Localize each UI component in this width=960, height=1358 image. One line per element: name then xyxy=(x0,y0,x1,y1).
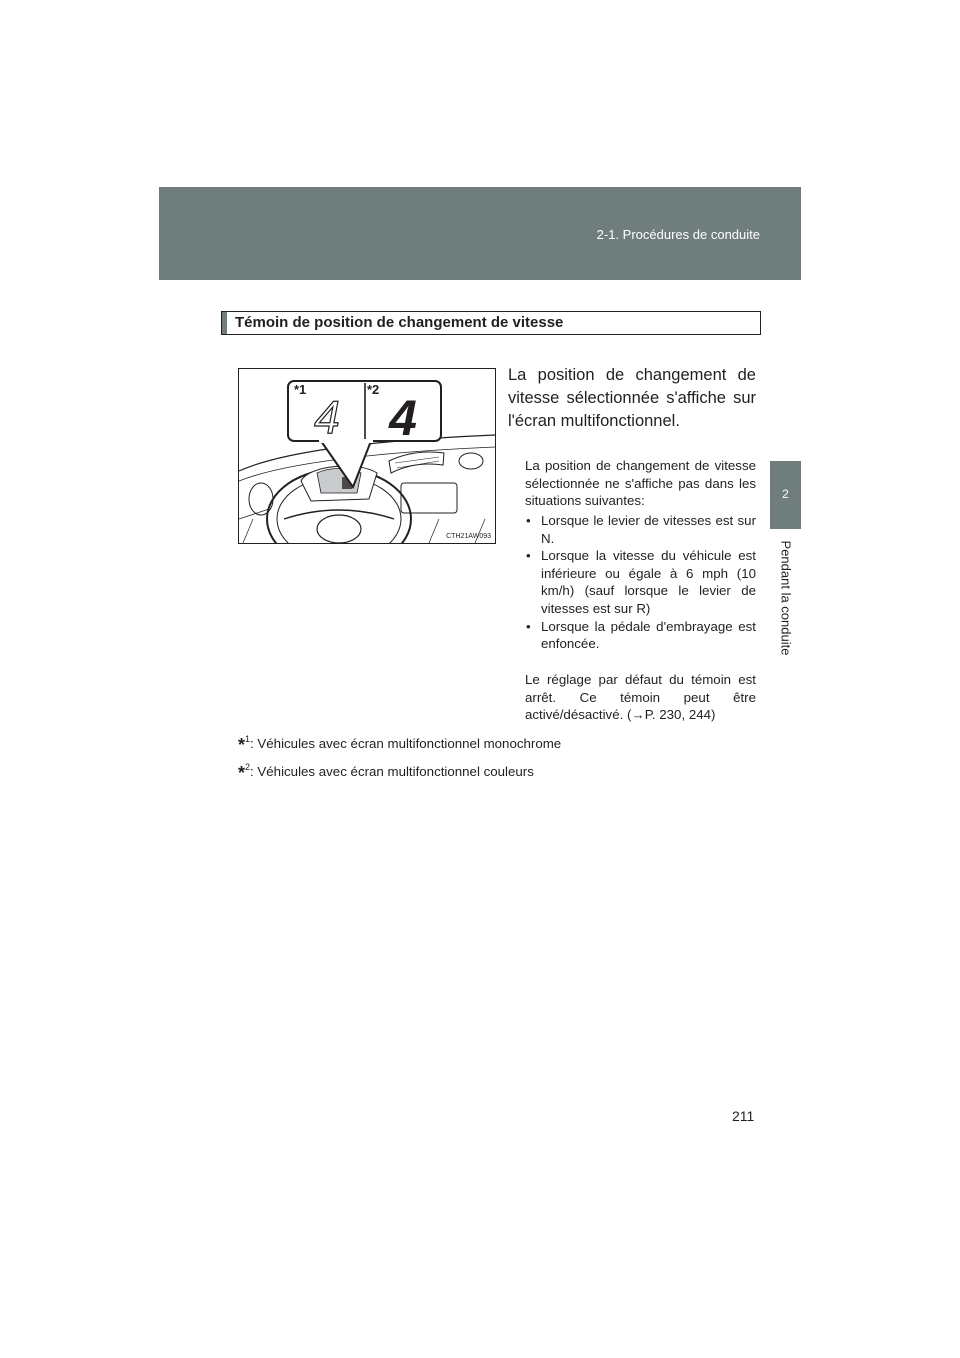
list-item-text: Lorsque le levier de vitesses est sur N. xyxy=(541,513,756,546)
bullet-symbol: • xyxy=(526,618,531,634)
list-item xyxy=(525,618,756,653)
list-item xyxy=(525,512,756,547)
footnote-1 xyxy=(238,734,561,756)
gear-indicator-color: 4 xyxy=(389,390,417,446)
section-heading: Témoin de position de changement de vitesse xyxy=(235,314,564,331)
bullet-symbol: • xyxy=(526,548,531,564)
chapter-section-title: 2-1. Procédures de conduite xyxy=(596,227,760,242)
footnote-text: : Véhicules avec écran multifonctionnel couleurs xyxy=(250,764,534,779)
callout-marker-color: *2 xyxy=(367,382,380,397)
dashboard-illustration xyxy=(238,368,496,544)
figure-code: CTH21AW093 xyxy=(446,533,491,540)
default-setting-note: Le réglage par défaut du témoin est arrêt. Ce témoin peut être activé/désactivé. (→P. 230, 244) xyxy=(525,672,756,723)
chapter-tab-number: 2 xyxy=(782,487,789,501)
page-number: 211 xyxy=(732,1108,755,1124)
dashboard-drawing xyxy=(239,369,495,543)
list-item-text: Lorsque la pédale d'embrayage est enfoncée. xyxy=(541,618,756,652)
lead-paragraph: La position de changement de vitesse sélectionnée s'affiche sur l'écran multifonctionnel. xyxy=(508,366,756,430)
section-heading-box xyxy=(221,311,761,335)
list-item-text: Lorsque la vitesse du véhicule est inférieure ou égale à 6 mph (10 km/h) (sauf lorsque le levier de vitesses est sur R) xyxy=(541,548,756,616)
conditions-list xyxy=(525,512,756,653)
gear-indicator-monochrome: 4 xyxy=(314,391,340,443)
chapter-tab xyxy=(770,461,801,529)
footnote-number: 1 xyxy=(245,734,251,744)
list-item xyxy=(525,547,756,617)
note-intro: La position de changement de vitesse sélectionnée ne s'affiche pas dans les situations suivantes: xyxy=(525,458,756,509)
section-heading-bar xyxy=(222,312,227,334)
footnote-text: : Véhicules avec écran multifonctionnel monochrome xyxy=(250,736,562,751)
footnote-number: 2 xyxy=(245,762,251,772)
footnote-2 xyxy=(238,762,534,784)
callout-marker-mono: *1 xyxy=(294,382,307,397)
bullet-symbol: • xyxy=(526,513,531,528)
chapter-side-label: Pendant la conduite xyxy=(778,540,794,656)
footnote-star: * xyxy=(238,763,246,783)
header-band xyxy=(159,187,801,280)
footnote-star: * xyxy=(238,735,246,755)
